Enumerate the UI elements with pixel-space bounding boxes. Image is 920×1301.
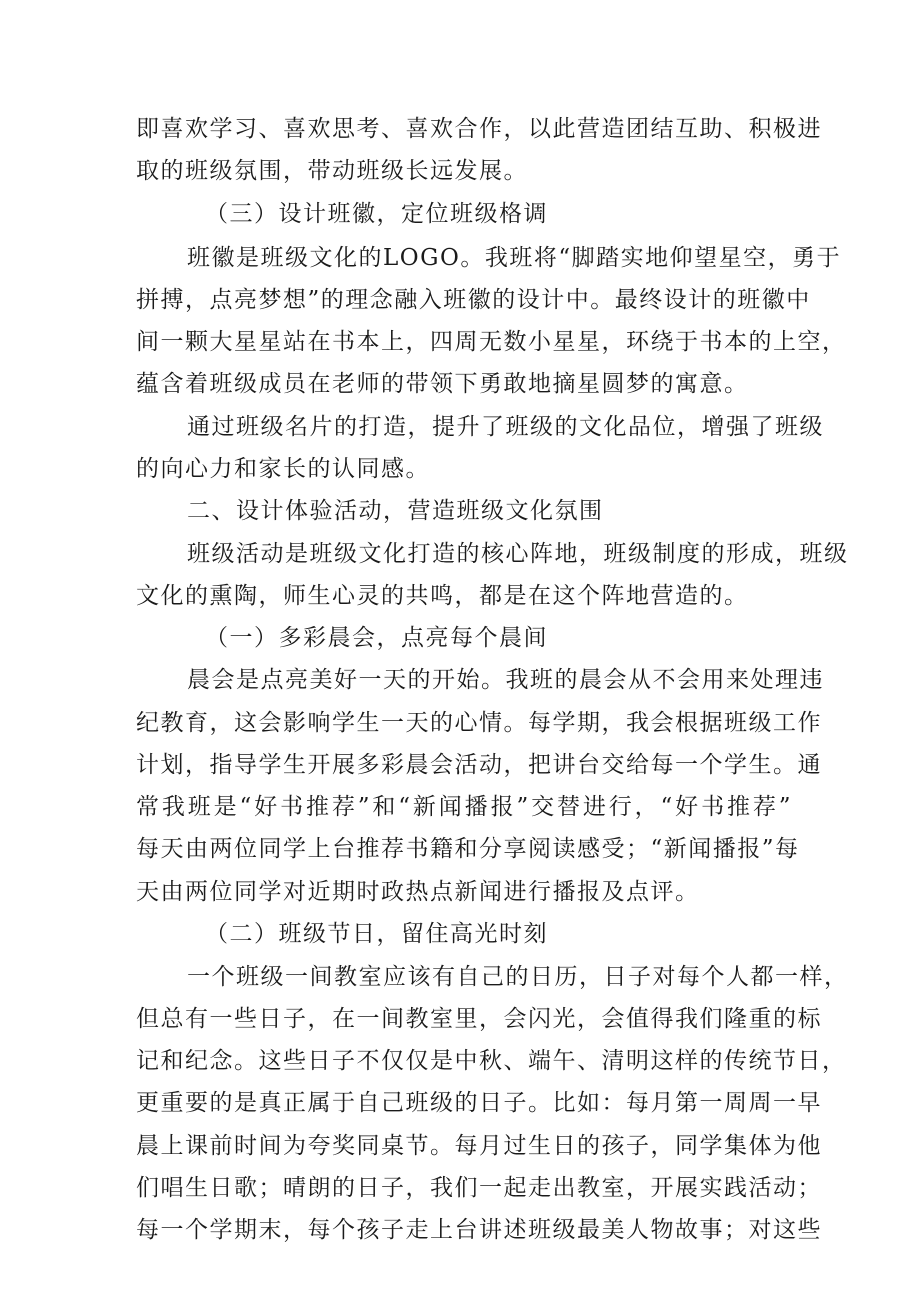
body-text-line: 晨会是点亮美好一天的开始。我班的晨会从不会用来处理违 xyxy=(187,667,824,693)
body-text-line: 晨上课前时间为夸奖同桌节。每月过生日的孩子，同学集体为他 xyxy=(136,1133,822,1159)
body-text-line: 一个班级一间教室应该有自己的日历，日子对每个人都一样， xyxy=(187,964,849,990)
body-text-line: 通过班级名片的打造，提升了班级的文化品位，增强了班级 xyxy=(187,414,824,440)
body-text-line: 记和纪念。这些日子不仅仅是中秋、端午、清明这样的传统节日， xyxy=(136,1048,847,1074)
body-text-line: 每天由两位同学上台推荐书籍和分享阅读感受；“新闻播报”每 xyxy=(136,836,800,862)
body-text-line: 们唱生日歌；晴朗的日子，我们一起走出教室，开展实践活动； xyxy=(136,1175,822,1201)
body-text-line: 文化的熏陶，师生心灵的共鸣，都是在这个阵地营造的。 xyxy=(136,583,749,609)
body-text-line: 取的班级氛围，带动班级长远发展。 xyxy=(136,158,528,184)
body-text-line: 更重要的是真正属于自己班级的日子。比如：每月第一周周一早 xyxy=(136,1090,822,1116)
body-text-line: 每一个学期末，每个孩子走上台讲述班级最美人物故事；对这些 xyxy=(136,1217,822,1243)
body-text-line: 拼搏，点亮梦想”的理念融入班徽的设计中。最终设计的班徽中 xyxy=(136,287,811,313)
body-text-line: 的向心力和家长的认同感。 xyxy=(136,456,430,482)
body-text-line: 蕴含着班级成员在老师的带领下勇敢地摘星圆梦的寓意。 xyxy=(136,371,749,397)
body-text-line: 班级活动是班级文化打造的核心阵地，班级制度的形成，班级 xyxy=(187,541,849,567)
body-text-line: 天由两位同学对近期时政热点新闻进行播报及点评。 xyxy=(136,879,700,905)
body-text-line: 即喜欢学习、喜欢思考、喜欢合作，以此营造团结互助、积极进 xyxy=(136,116,822,142)
body-text-line: 计划，指导学生开展多彩晨会活动，把讲台交给每一个学生。通 xyxy=(136,752,822,778)
body-text-line: 但总有一些日子，在一间教室里，会闪光，会值得我们隆重的标 xyxy=(136,1006,822,1032)
section-heading: 二、设计体验活动，营造班级文化氛围 xyxy=(187,498,604,524)
section-heading: （一）多彩晨会，点亮每个晨间 xyxy=(205,625,548,651)
body-text-line: 常我班是“好书推荐”和“新闻播报”交替进行，“好书推荐” xyxy=(136,794,792,820)
body-text-line: 间一颗大星星站在书本上，四周无数小星星，环绕于书本的上空， xyxy=(136,329,847,355)
body-text-line: 纪教育，这会影响学生一天的心情。每学期，我会根据班级工作 xyxy=(136,710,822,736)
section-heading: （二）班级节日，留住高光时刻 xyxy=(205,921,548,947)
body-text-line: 班徽是班级文化的LOGO。我班将“脚踏实地仰望星空，勇于 xyxy=(187,245,842,271)
section-heading: （三）设计班徽，定位班级格调 xyxy=(205,201,548,227)
